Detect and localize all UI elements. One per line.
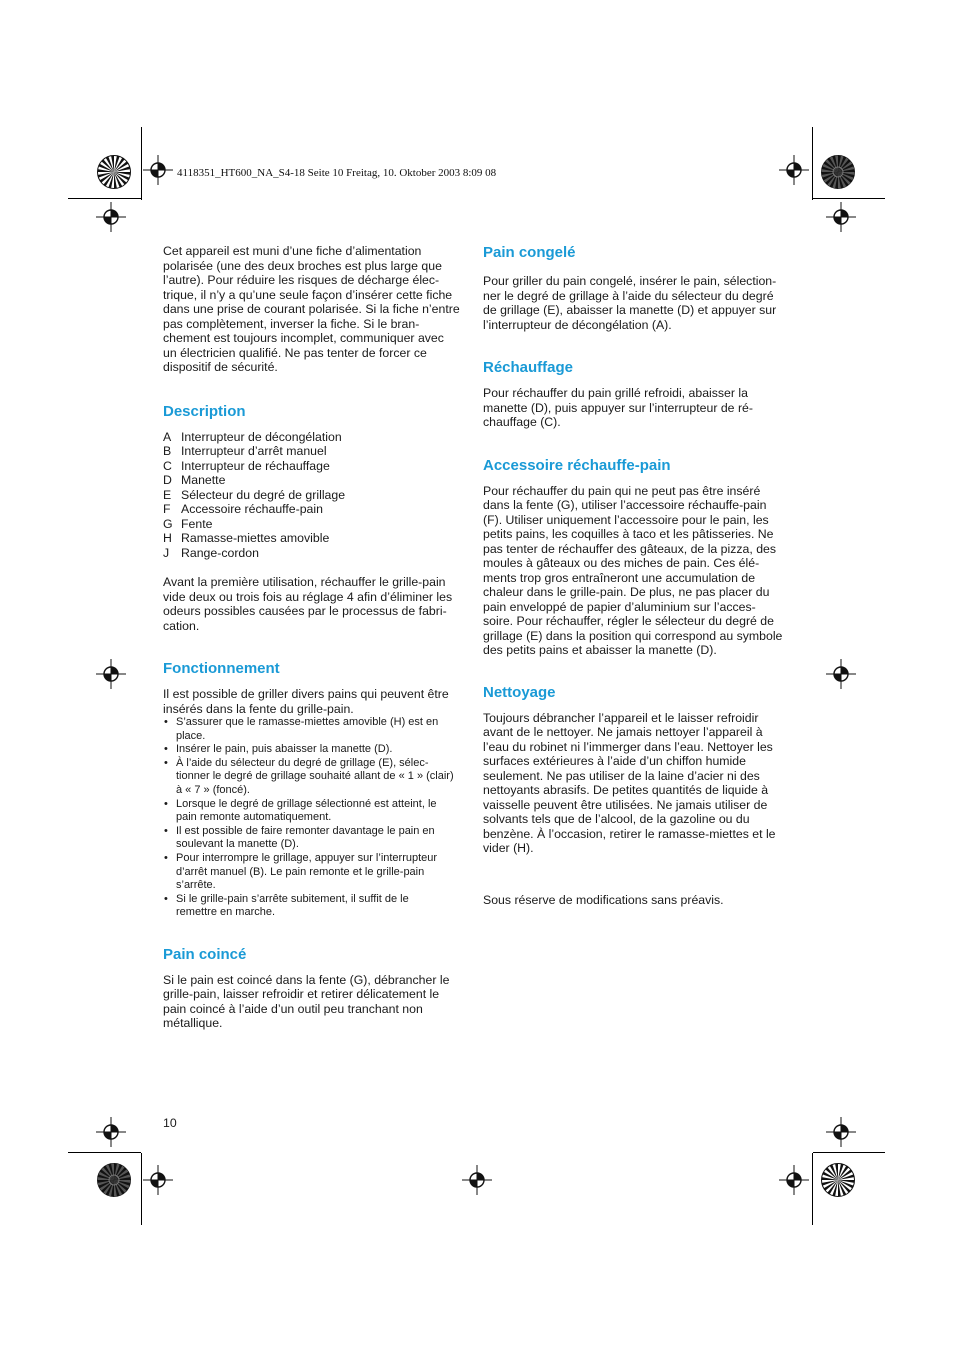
crosshair-registration-mark-icon <box>826 659 856 689</box>
starburst-registration-mark-icon <box>97 1163 131 1197</box>
crosshair-registration-mark-icon <box>462 1165 492 1195</box>
list-item: • Si le grille-pain s’arrête subitement, il suffit de le remettre en marche. <box>163 893 473 920</box>
legend-item: A Interrupteur de décongélation <box>163 429 342 444</box>
section-heading-pain-congele: Pain congelé <box>483 244 576 261</box>
legend-item: J Range-cordon <box>163 545 259 560</box>
list-item: • Il est possible de faire remonter davantage le pain en soulevant la manette (D). <box>163 825 473 852</box>
legend-item: E Sélecteur du degré de grillage <box>163 487 346 502</box>
starburst-registration-mark-icon <box>821 155 855 189</box>
crop-mark <box>141 1153 142 1225</box>
crop-mark <box>141 127 142 200</box>
section-heading-rechauffage: Réchauffage <box>483 359 574 376</box>
section-heading-nettoyage: Nettoyage <box>483 683 556 701</box>
section-heading-fonctionnement: Fonctionnement <box>163 660 280 677</box>
parts-legend <box>163 430 473 561</box>
crop-mark <box>812 127 813 200</box>
accessoire-text: Pour réchauffer du pain qui ne peut pas être inséré dans la fente (G), utiliser l’accessoire réchauffe-pain (F). Utiliser uniquement l’accessoire pour le pain, les petits pains, les coquilles à taco et les pâtisseries. Ne pas tenter de réchauffer des gâteaux, de la pizza, des moules à gâteaux ou des miches de pain. Ces élé- ments trop gros entraîneront une accumulation de chaleur dans le grille-pain. De plus, ne pas placer du pain enveloppé de papier d’aluminium sur l’acces- soire. Pour réchauffer, régler le sélecteur du degré de grillage (E) dans la position qui correspond au symbole des petits pains et abaisser la manette (D). <box>483 483 783 657</box>
crosshair-registration-mark-icon <box>826 202 856 232</box>
crosshair-registration-mark-icon <box>826 1117 856 1147</box>
nettoyage-text: Toujours débrancher l’appareil et le laisser refroidir avant de le nettoyer. Ne jamais nettoyer l’appareil à l’eau du robinet ni l’immerger dans l’eau. Nettoyer les surfaces extérieures à l’aide d’un chiffon humide seulement. Ne pas utiliser de la laine d’acier ni des nettoyants abrasifs. De petites quantités de liquide à vaisselle peuvent être utilisées. Ne jamais utiliser de solvants tels que de l’alcool, de la gazoline ou du benzène. À l’occasion, retirer le ramasse-miettes et le vider (H). <box>483 710 776 855</box>
legend-item: G Fente <box>163 516 213 531</box>
right-column <box>483 244 793 907</box>
legend-item: B Interrupteur d’arrêt manuel <box>163 444 327 458</box>
pain-congele-text: Pour griller du pain congelé, insérer le pain, sélection- ner le degré de grillage à l’aide du sélecteur du degré de grillage (E), abaisser la manette (D) et appuyer sur l’interrupteur de décongélation (A). <box>483 274 777 332</box>
print-header: 4118351_HT600_NA_S4-18 Seite 10 Freitag, 10. Oktober 2003 8:09 08 <box>177 167 497 179</box>
list-item: • S’assurer que le ramasse-miettes amovible (H) est en place. <box>163 716 473 743</box>
pain-coince-text: Si le pain est coincé dans la fente (G), débrancher le grille-pain, laisser refroidir et retirer délicatement le pain coincé à l’aide d’un outil peu tranchant non métallique. <box>163 972 450 1031</box>
crosshair-registration-mark-icon <box>96 202 126 232</box>
section-heading-description: Description <box>163 402 246 420</box>
legend-item: F Accessoire réchauffe-pain <box>163 502 323 516</box>
crop-mark <box>68 1152 141 1153</box>
section-heading-pain-coince: Pain coincé <box>163 945 247 963</box>
fonctionnement-intro: Il est possible de griller divers pains qui peuvent être insérés dans la fente du grille-pain. <box>163 687 449 716</box>
crop-mark <box>68 198 141 199</box>
starburst-registration-mark-icon <box>97 155 131 189</box>
section-heading-accessoire: Accessoire réchauffe-pain <box>483 456 671 474</box>
crosshair-registration-mark-icon <box>96 659 126 689</box>
crosshair-registration-mark-icon <box>779 1165 809 1195</box>
polarized-plug-notice: Cet appareil est muni d’une fiche d’alimentation polarisée (une des deux broches est plus large que l’autre). Pour réduire les risques de décharge élec- trique, il n’y a qu’une seule façon d’insérer cette fiche dans une prise de courant polarisée. Si la fiche n’entre pas complètement, inverser la fiche. Si le bran- chement est toujours incomplet, communiquer avec un électricien qualifié. Ne pas tenter de forcer ce dispositif de sécurité. <box>163 244 460 374</box>
crosshair-registration-mark-icon <box>779 155 809 185</box>
list-item: • Insérer le pain, puis abaisser la manette (D). <box>163 743 473 757</box>
page-number: 10 <box>163 1116 177 1130</box>
crop-mark <box>813 198 885 199</box>
crosshair-registration-mark-icon <box>96 1117 126 1147</box>
crosshair-registration-mark-icon <box>143 155 173 185</box>
rechauffage-text: Pour réchauffer du pain grillé refroidi, abaisser la manette (D), puis appuyer sur l’interrupteur de ré- chauffage (C). <box>483 386 753 429</box>
crosshair-registration-mark-icon <box>143 1165 173 1195</box>
list-item: • Pour interrompre le grillage, appuyer sur l’interrupteur d’arrêt manuel (B). Le pain remonte et le grille-pain s’arrête. <box>163 852 473 893</box>
first-use-note: Avant la première utilisation, réchauffer le grille-pain vide deux ou trois fois au réglage 4 afin d’éliminer les odeurs possibles causées par le processus de fabri- cation. <box>163 575 453 633</box>
left-column <box>163 244 473 1031</box>
crop-mark <box>813 1152 885 1153</box>
starburst-registration-mark-icon <box>821 1163 855 1197</box>
legend-item: C Interrupteur de réchauffage <box>163 458 330 473</box>
legend-item: H Ramasse-miettes amovible <box>163 531 330 545</box>
crop-mark <box>812 1153 813 1225</box>
legend-item: D Manette <box>163 473 226 487</box>
operation-steps <box>163 716 473 920</box>
list-item: • À l’aide du sélecteur du degré de grillage (E), sélec- tionner le degré de grillage souhaité allant de « 1 » (clair) à « 7 » (foncé). <box>163 757 473 798</box>
disclaimer: Sous réserve de modifications sans préavis. <box>483 892 724 907</box>
list-item: • Lorsque le degré de grillage sélectionné est atteint, le pain remonte automatiquement. <box>163 798 473 825</box>
